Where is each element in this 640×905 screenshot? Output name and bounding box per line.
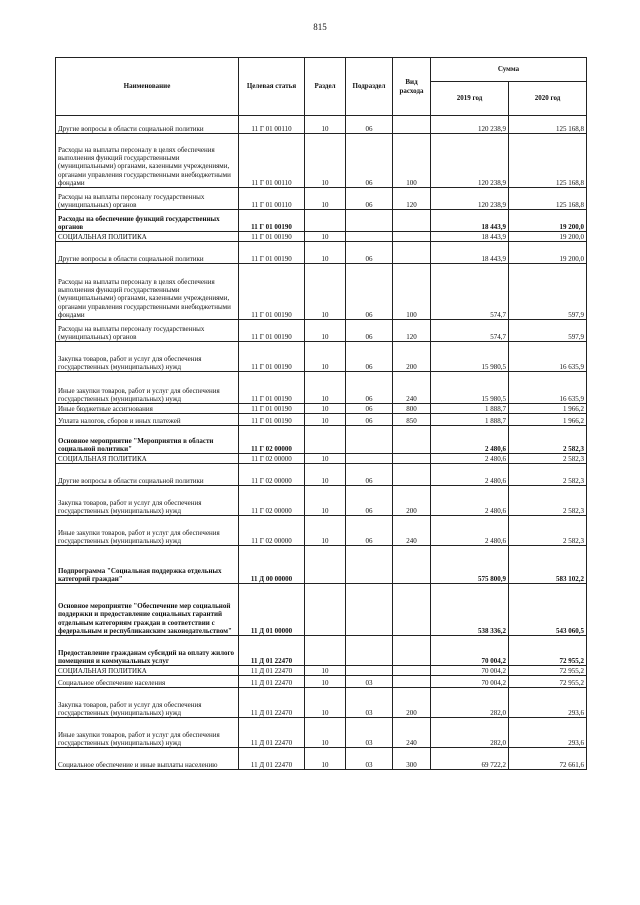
row-2020: 597,9 bbox=[509, 264, 587, 320]
row-target: 11 Г 01 00190 bbox=[239, 404, 305, 414]
row-name: Расходы на выплаты персоналу в целях обеспечения выполнения функций государственными (муниципальными) органами, казенными учреждениями, органами управления государственными внебюджетными фондами bbox=[56, 134, 239, 188]
table-row bbox=[56, 404, 587, 414]
row-2020: 2 582,3 bbox=[509, 516, 587, 546]
row-2019: 2 480,6 bbox=[431, 516, 509, 546]
header-sum: Сумма bbox=[431, 58, 587, 82]
row-target: 11 Г 01 00110 bbox=[239, 188, 305, 210]
row-2019: 15 980,5 bbox=[431, 372, 509, 404]
row-subsection: 03 bbox=[346, 676, 393, 688]
row-section: 10 bbox=[305, 748, 346, 770]
row-2019: 1 888,7 bbox=[431, 404, 509, 414]
row-section: 10 bbox=[305, 134, 346, 188]
row-section: 10 bbox=[305, 666, 346, 676]
row-2020: 72 661,6 bbox=[509, 748, 587, 770]
row-section: 10 bbox=[305, 688, 346, 718]
row-kind bbox=[393, 676, 431, 688]
row-name: СОЦИАЛЬНАЯ ПОЛИТИКА bbox=[56, 454, 239, 464]
row-name: Закупка товаров, работ и услуг для обеспечения государственных (муниципальных) нужд bbox=[56, 688, 239, 718]
header-subsection: Подраздел bbox=[346, 58, 393, 116]
row-name: Расходы на выплаты персоналу государственных (муниципальных) органов bbox=[56, 188, 239, 210]
row-name: СОЦИАЛЬНАЯ ПОЛИТИКА bbox=[56, 666, 239, 676]
row-subsection: 06 bbox=[346, 342, 393, 372]
row-kind bbox=[393, 546, 431, 584]
row-subsection bbox=[346, 636, 393, 666]
table-row bbox=[56, 264, 587, 320]
row-kind bbox=[393, 210, 431, 232]
row-subsection: 06 bbox=[346, 264, 393, 320]
row-section bbox=[305, 584, 346, 636]
page-number: 815 bbox=[313, 22, 327, 32]
row-target: 11 Д 01 22470 bbox=[239, 718, 305, 748]
row-subsection: 06 bbox=[346, 404, 393, 414]
row-subsection: 06 bbox=[346, 516, 393, 546]
row-name: Другие вопросы в области социальной политики bbox=[56, 242, 239, 264]
row-target: 11 Г 02 00000 bbox=[239, 426, 305, 454]
table-row bbox=[56, 688, 587, 718]
row-target: 11 Д 01 22470 bbox=[239, 748, 305, 770]
row-kind bbox=[393, 242, 431, 264]
table-row bbox=[56, 414, 587, 426]
header-section: Раздел bbox=[305, 58, 346, 116]
row-2019: 15 980,5 bbox=[431, 342, 509, 372]
table-row bbox=[56, 188, 587, 210]
table-row bbox=[56, 464, 587, 486]
row-name: Социальное обеспечение населения bbox=[56, 676, 239, 688]
row-2019: 120 238,9 bbox=[431, 134, 509, 188]
row-kind: 800 bbox=[393, 404, 431, 414]
row-2019: 1 888,7 bbox=[431, 414, 509, 426]
row-section: 10 bbox=[305, 404, 346, 414]
header-name: Наименование bbox=[56, 58, 239, 116]
row-name: Расходы на выплаты персоналу государственных (муниципальных) органов bbox=[56, 320, 239, 342]
row-2019: 18 443,9 bbox=[431, 242, 509, 264]
row-target: 11 Г 01 00190 bbox=[239, 242, 305, 264]
row-kind bbox=[393, 426, 431, 454]
row-2019: 538 336,2 bbox=[431, 584, 509, 636]
row-2020: 2 582,3 bbox=[509, 426, 587, 454]
table-row bbox=[56, 426, 587, 454]
row-target: 11 Г 01 00190 bbox=[239, 372, 305, 404]
row-2019: 2 480,6 bbox=[431, 486, 509, 516]
row-kind: 300 bbox=[393, 748, 431, 770]
row-section: 10 bbox=[305, 372, 346, 404]
row-2020: 1 966,2 bbox=[509, 414, 587, 426]
row-2019: 282,0 bbox=[431, 718, 509, 748]
row-2019: 2 480,6 bbox=[431, 426, 509, 454]
row-section: 10 bbox=[305, 320, 346, 342]
row-2019: 282,0 bbox=[431, 688, 509, 718]
row-subsection: 06 bbox=[346, 320, 393, 342]
table-row bbox=[56, 320, 587, 342]
row-section bbox=[305, 636, 346, 666]
row-2019: 120 238,9 bbox=[431, 188, 509, 210]
row-2019: 574,7 bbox=[431, 264, 509, 320]
row-target: 11 Г 02 00000 bbox=[239, 464, 305, 486]
row-target: 11 Д 01 22470 bbox=[239, 688, 305, 718]
row-name: Расходы на обеспечение функций государственных органов bbox=[56, 210, 239, 232]
row-target: 11 Г 01 00190 bbox=[239, 264, 305, 320]
row-2019: 574,7 bbox=[431, 320, 509, 342]
row-2020: 597,9 bbox=[509, 320, 587, 342]
row-kind bbox=[393, 584, 431, 636]
row-2020: 125 168,8 bbox=[509, 188, 587, 210]
row-subsection bbox=[346, 454, 393, 464]
row-subsection: 06 bbox=[346, 242, 393, 264]
row-2020: 19 200,0 bbox=[509, 242, 587, 264]
row-2019: 2 480,6 bbox=[431, 454, 509, 464]
row-subsection bbox=[346, 584, 393, 636]
table-row bbox=[56, 584, 587, 636]
row-2019: 69 722,2 bbox=[431, 748, 509, 770]
row-subsection bbox=[346, 210, 393, 232]
row-kind bbox=[393, 666, 431, 676]
row-section: 10 bbox=[305, 188, 346, 210]
row-target: 11 Г 02 00000 bbox=[239, 454, 305, 464]
row-subsection: 06 bbox=[346, 486, 393, 516]
row-target: 11 Г 01 00110 bbox=[239, 116, 305, 134]
table-row bbox=[56, 748, 587, 770]
row-target: 11 Г 01 00190 bbox=[239, 414, 305, 426]
row-section: 10 bbox=[305, 718, 346, 748]
table-row bbox=[56, 718, 587, 748]
row-target: 11 Г 01 00110 bbox=[239, 134, 305, 188]
table-row bbox=[56, 210, 587, 232]
row-2020: 125 168,8 bbox=[509, 116, 587, 134]
row-subsection: 06 bbox=[346, 116, 393, 134]
row-2020: 72 955,2 bbox=[509, 666, 587, 676]
row-2019: 70 004,2 bbox=[431, 636, 509, 666]
row-name: Иные закупки товаров, работ и услуг для обеспечения государственных (муниципальных) нужд bbox=[56, 718, 239, 748]
row-2020: 72 955,2 bbox=[509, 676, 587, 688]
row-target: 11 Г 02 00000 bbox=[239, 486, 305, 516]
row-name: Основное мероприятие "Обеспечение мер социальной поддержки и предоставление социальных гарантий отдельным категориям граждан в соответствии с федеральным и республиканским законодательством" bbox=[56, 584, 239, 636]
row-subsection bbox=[346, 232, 393, 242]
row-2019: 70 004,2 bbox=[431, 676, 509, 688]
row-target: 11 Д 01 22470 bbox=[239, 666, 305, 676]
row-section bbox=[305, 546, 346, 584]
row-kind: 100 bbox=[393, 264, 431, 320]
row-2019: 18 443,9 bbox=[431, 210, 509, 232]
row-kind bbox=[393, 116, 431, 134]
row-target: 11 Д 01 22470 bbox=[239, 636, 305, 666]
row-subsection: 06 bbox=[346, 188, 393, 210]
row-kind: 240 bbox=[393, 372, 431, 404]
row-subsection: 03 bbox=[346, 748, 393, 770]
row-section: 10 bbox=[305, 264, 346, 320]
row-2020: 2 582,3 bbox=[509, 464, 587, 486]
row-name: Другие вопросы в области социальной политики bbox=[56, 464, 239, 486]
row-name: Предоставление гражданам субсидий на оплату жилого помещения и коммунальных услуг bbox=[56, 636, 239, 666]
row-target: 11 Г 02 00000 bbox=[239, 516, 305, 546]
table-row bbox=[56, 546, 587, 584]
table-row bbox=[56, 242, 587, 264]
row-target: 11 Д 00 00000 bbox=[239, 546, 305, 584]
row-name: Расходы на выплаты персоналу в целях обеспечения выполнения функций государственными (муниципальными) органами, казенными учреждениями, органами управления государственными внебюджетными фондами bbox=[56, 264, 239, 320]
row-section: 10 bbox=[305, 464, 346, 486]
row-section: 10 bbox=[305, 232, 346, 242]
table-body bbox=[56, 116, 587, 770]
row-kind: 120 bbox=[393, 188, 431, 210]
row-name: Подпрограмма "Социальная поддержка отдельных категорий граждан" bbox=[56, 546, 239, 584]
row-name: Закупка товаров, работ и услуг для обеспечения государственных (муниципальных) нужд bbox=[56, 486, 239, 516]
row-2019: 120 238,9 bbox=[431, 116, 509, 134]
row-2020: 543 060,5 bbox=[509, 584, 587, 636]
row-2020: 16 635,9 bbox=[509, 342, 587, 372]
table-row bbox=[56, 486, 587, 516]
row-kind: 120 bbox=[393, 320, 431, 342]
row-2020: 72 955,2 bbox=[509, 636, 587, 666]
row-kind: 200 bbox=[393, 342, 431, 372]
row-section: 10 bbox=[305, 676, 346, 688]
row-target: 11 Д 01 22470 bbox=[239, 676, 305, 688]
header-target: Целевая статья bbox=[239, 58, 305, 116]
row-2020: 1 966,2 bbox=[509, 404, 587, 414]
row-name: Иные закупки товаров, работ и услуг для обеспечения государственных (муниципальных) нужд bbox=[56, 516, 239, 546]
row-2019: 575 800,9 bbox=[431, 546, 509, 584]
row-target: 11 Г 01 00190 bbox=[239, 342, 305, 372]
table-row bbox=[56, 116, 587, 134]
row-subsection: 06 bbox=[346, 372, 393, 404]
row-2020: 2 582,3 bbox=[509, 454, 587, 464]
row-subsection: 03 bbox=[346, 688, 393, 718]
table-row bbox=[56, 516, 587, 546]
row-name: Иные закупки товаров, работ и услуг для обеспечения государственных (муниципальных) нужд bbox=[56, 372, 239, 404]
header-2020: 2020 год bbox=[509, 82, 587, 116]
row-target: 11 Г 01 00190 bbox=[239, 210, 305, 232]
row-name: Иные бюджетные ассигнования bbox=[56, 404, 239, 414]
row-kind: 200 bbox=[393, 688, 431, 718]
row-section: 10 bbox=[305, 342, 346, 372]
table-row bbox=[56, 676, 587, 688]
row-section: 10 bbox=[305, 414, 346, 426]
table-row bbox=[56, 342, 587, 372]
row-name: Основное мероприятие "Мероприятия в области социальной политики" bbox=[56, 426, 239, 454]
row-kind bbox=[393, 232, 431, 242]
row-target: 11 Г 01 00190 bbox=[239, 232, 305, 242]
row-name: Закупка товаров, работ и услуг для обеспечения государственных (муниципальных) нужд bbox=[56, 342, 239, 372]
row-kind bbox=[393, 464, 431, 486]
row-section bbox=[305, 426, 346, 454]
row-2019: 2 480,6 bbox=[431, 464, 509, 486]
row-subsection bbox=[346, 426, 393, 454]
row-section: 10 bbox=[305, 516, 346, 546]
row-name: Социальное обеспечение и иные выплаты населению bbox=[56, 748, 239, 770]
row-section: 10 bbox=[305, 486, 346, 516]
row-2020: 19 200,0 bbox=[509, 210, 587, 232]
row-subsection: 06 bbox=[346, 464, 393, 486]
row-kind bbox=[393, 454, 431, 464]
table-row bbox=[56, 636, 587, 666]
table-row bbox=[56, 134, 587, 188]
table-row bbox=[56, 232, 587, 242]
row-2020: 125 168,8 bbox=[509, 134, 587, 188]
row-section: 10 bbox=[305, 454, 346, 464]
row-2019: 70 004,2 bbox=[431, 666, 509, 676]
row-subsection bbox=[346, 666, 393, 676]
table-row bbox=[56, 454, 587, 464]
row-section: 10 bbox=[305, 116, 346, 134]
row-subsection: 06 bbox=[346, 414, 393, 426]
row-target: 11 Д 01 00000 bbox=[239, 584, 305, 636]
row-name: Уплата налогов, сборов и иных платежей bbox=[56, 414, 239, 426]
row-2020: 2 582,3 bbox=[509, 486, 587, 516]
budget-table bbox=[55, 57, 587, 770]
table-row bbox=[56, 666, 587, 676]
row-section: 10 bbox=[305, 242, 346, 264]
row-name: Другие вопросы в области социальной политики bbox=[56, 116, 239, 134]
row-kind: 240 bbox=[393, 718, 431, 748]
row-kind: 100 bbox=[393, 134, 431, 188]
table-header bbox=[56, 58, 587, 116]
row-kind bbox=[393, 636, 431, 666]
row-section bbox=[305, 210, 346, 232]
row-kind: 200 bbox=[393, 486, 431, 516]
header-2019: 2019 год bbox=[431, 82, 509, 116]
table-row bbox=[56, 372, 587, 404]
row-subsection: 06 bbox=[346, 134, 393, 188]
row-2020: 583 102,2 bbox=[509, 546, 587, 584]
row-subsection bbox=[346, 546, 393, 584]
row-2019: 18 443,9 bbox=[431, 232, 509, 242]
row-name: СОЦИАЛЬНАЯ ПОЛИТИКА bbox=[56, 232, 239, 242]
row-2020: 293,6 bbox=[509, 718, 587, 748]
row-kind: 240 bbox=[393, 516, 431, 546]
header-kind: Вид расхода bbox=[393, 58, 431, 116]
row-subsection: 03 bbox=[346, 718, 393, 748]
row-kind: 850 bbox=[393, 414, 431, 426]
row-target: 11 Г 01 00190 bbox=[239, 320, 305, 342]
row-2020: 19 200,0 bbox=[509, 232, 587, 242]
row-2020: 293,6 bbox=[509, 688, 587, 718]
row-2020: 16 635,9 bbox=[509, 372, 587, 404]
